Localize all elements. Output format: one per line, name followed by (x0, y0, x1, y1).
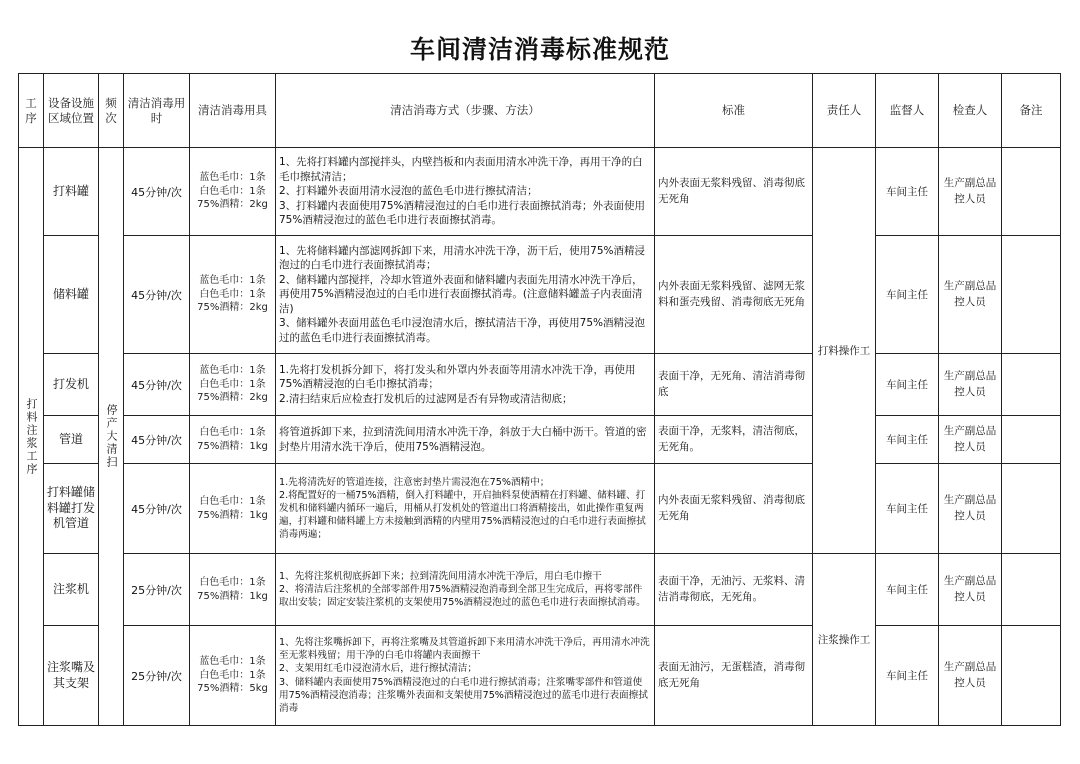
responsible-cell: 注浆操作工 (813, 554, 876, 726)
inspector-cell: 生产副总品控人员 (939, 236, 1002, 354)
inspector-cell: 生产副总品控人员 (939, 554, 1002, 626)
method-step: 2.将配置好的一桶75%酒精，倒入打料罐中，开启抽料泵使酒精在打料罐、储料罐、打发机和储料罐内循环一遍后，用桶从打发机处的管道出口将酒精接出，如此操作重复两遍，打料罐和储料罐上方未接触到酒精的内壁用75%酒精浸泡过的白毛巾进行表面擦拭消毒两遍； (279, 489, 646, 541)
area-cell: 注浆嘴及其支架 (44, 626, 99, 726)
supervisor-cell: 车间主任 (876, 148, 939, 236)
area-cell: 打料罐 (44, 148, 99, 236)
method-step: 3、储料罐外表面用蓝色毛巾浸泡清水后，擦拭清洁干净，再使用75%酒精浸泡过的蓝色毛巾进行表面擦拭消毒。 (279, 317, 646, 344)
inspector-cell: 生产副总品控人员 (939, 416, 1002, 464)
frequency-cell (99, 148, 124, 726)
process-label: 打料注浆工序 (25, 397, 38, 476)
tools-cell (190, 464, 276, 554)
remark-cell (1002, 626, 1061, 726)
table-row (19, 416, 1061, 464)
tool-item: 75%酒精：5kg (197, 683, 268, 695)
supervisor-cell: 车间主任 (876, 554, 939, 626)
tool-item: 75%酒精：1kg (197, 590, 268, 602)
tool-item: 蓝色毛巾：1条 (199, 656, 266, 668)
tool-item: 白色毛巾：1条 (199, 288, 266, 300)
standard-cell: 表面干净，无死角、清洁消毒彻底 (655, 354, 813, 416)
standard-cell: 内外表面无浆料残留、消毒彻底无死角 (655, 148, 813, 236)
remark-cell (1002, 354, 1061, 416)
method-step: 1、先将注浆嘴拆卸下，再将注浆嘴及其管道拆卸下来用清水冲洗干净后，再用清水冲洗至无浆料残留；用干净的白毛巾将罐内表面擦干 (279, 637, 650, 662)
method-cell (276, 464, 655, 554)
standard-cell: 表面干净，无浆料，清洁彻底，无死角。 (655, 416, 813, 464)
remark-cell (1002, 148, 1061, 236)
tools-cell (190, 554, 276, 626)
standard-cell: 内外表面无浆料残留、滤网无浆料和蛋壳残留、消毒彻底无死角 (655, 236, 813, 354)
time-cell: 45分钟/次 (124, 236, 190, 354)
tool-item: 白色毛巾：1条 (199, 427, 266, 438)
tools-cell (190, 626, 276, 726)
area-cell: 打料罐储料罐打发机管道 (44, 464, 99, 554)
tool-item: 75%酒精：2kg (197, 302, 268, 314)
method-step: 1、先将打料罐内部搅拌头，内壁挡板和内表面用清水冲洗干净，再用干净的白毛巾擦拭清洁； (279, 156, 643, 183)
tool-item: 75%酒精：2kg (197, 199, 268, 211)
tool-item: 白色毛巾：1条 (199, 378, 266, 390)
frequency-label: 停产大清扫 (105, 404, 118, 469)
page-title: 车间清洁消毒标准规范 (409, 35, 670, 64)
header-process: 工序 (19, 74, 44, 148)
tool-item: 蓝色毛巾：1条 (199, 172, 266, 184)
process-cell (19, 148, 44, 726)
time-cell: 25分钟/次 (124, 626, 190, 726)
tool-item: 白色毛巾：1条 (199, 577, 266, 588)
standard-cell: 内外表面无浆料残留、消毒彻底无死角 (655, 464, 813, 554)
method-cell (276, 626, 655, 726)
responsible-cell: 打料操作工 (813, 148, 876, 554)
area-cell: 打发机 (44, 354, 99, 416)
tool-item: 白色毛巾：1条 (199, 669, 266, 681)
method-step: 2、将清洁后注浆机的全部零部件用75%酒精浸泡消毒到全部卫生完成后，再将零部件取出安装；固定安装注浆机的支架使用75%酒精浸泡过的蓝色毛巾进行表面擦拭消毒。 (279, 583, 646, 609)
time-cell: 45分钟/次 (124, 354, 190, 416)
method-step: 将管道拆卸下来，拉到清洗间用清水冲洗干净，斜放于大白桶中沥干。管道的密封垫片用清水洗干净后，使用75%酒精浸泡。 (279, 426, 647, 453)
supervisor-cell: 车间主任 (876, 626, 939, 726)
tool-item: 蓝色毛巾：1条 (199, 275, 266, 287)
table-row (19, 236, 1061, 354)
tool-item: 75%酒精：1kg (197, 509, 268, 521)
header-supervisor: 监督人 (876, 74, 939, 148)
header-inspector: 检查人 (939, 74, 1002, 148)
tools-cell (190, 236, 276, 354)
area-cell: 储料罐 (44, 236, 99, 354)
remark-cell (1002, 554, 1061, 626)
time-cell: 45分钟/次 (124, 148, 190, 236)
tool-item: 75%酒精：1kg (197, 440, 268, 452)
standard-cell: 表面干净，无油污、无浆料、清洁消毒彻底，无死角。 (655, 554, 813, 626)
method-cell (276, 236, 655, 354)
table-row (19, 626, 1061, 726)
method-step: 2、支架用红毛巾浸泡清水后，进行擦拭清洁； (279, 663, 477, 675)
inspector-cell: 生产副总品控人员 (939, 626, 1002, 726)
supervisor-cell: 车间主任 (876, 464, 939, 554)
remark-cell (1002, 236, 1061, 354)
method-step: 1.先将打发机拆分卸下，将打发头和外罩内外表面等用清水冲洗干净，再使用75%酒精浸泡的白毛巾擦拭消毒； (279, 363, 636, 391)
method-step: 2、储料罐内部搅拌，冷却水管道外表面和储料罐内表面先用清水冲洗干净后，再使用75%酒精浸泡过的白毛巾进行表面擦拭消毒。(注意储料罐盖子内表面清洁) (279, 273, 643, 315)
method-cell (276, 354, 655, 416)
table-row (19, 354, 1061, 416)
tool-item: 白色毛巾：1条 (199, 185, 266, 197)
area-cell: 注浆机 (44, 554, 99, 626)
header-row (19, 74, 1061, 148)
header-area: 设备设施区域位置 (44, 74, 99, 148)
time-cell: 25分钟/次 (124, 554, 190, 626)
supervisor-cell: 车间主任 (876, 416, 939, 464)
remark-cell (1002, 464, 1061, 554)
time-cell: 45分钟/次 (124, 464, 190, 554)
method-step: 3、打料罐内表面使用75%酒精浸泡过的白毛巾进行表面擦拭消毒；外表面使用75%酒精浸泡过的蓝色毛巾进行表面擦拭消毒。 (279, 199, 646, 227)
standard-cell: 表面无油污，无蛋糕渣，消毒彻底无死角 (655, 626, 813, 726)
method-step: 1、先将注浆机彻底拆卸下来；拉到清洗间用清水冲洗干净后，用白毛巾擦干 (279, 570, 602, 582)
method-cell (276, 554, 655, 626)
table-row (19, 554, 1061, 626)
method-step: 1、先将储料罐内部滤网拆卸下来，用清水冲洗干净，沥干后，使用75%酒精浸泡过的白毛巾进行表面擦拭消毒； (279, 244, 646, 272)
supervisor-cell: 车间主任 (876, 354, 939, 416)
method-cell (276, 416, 655, 464)
tool-item: 蓝色毛巾：1条 (199, 365, 266, 377)
tools-cell (190, 148, 276, 236)
tool-item: 75%酒精：2kg (197, 392, 268, 404)
inspector-cell: 生产副总品控人员 (939, 464, 1002, 554)
method-step: 3、储料罐内表面使用75%酒精浸泡过的白毛巾进行擦拭消毒；注浆嘴零部件和管道使用75%酒精浸泡消毒；注浆嘴外表面和支架使用75%酒精浸泡过的蓝毛巾进行表面擦拭消毒 (279, 676, 648, 714)
table-row (19, 148, 1061, 236)
method-step: 2、打料罐外表面用清水浸泡的蓝色毛巾进行擦拭清洁； (279, 185, 538, 198)
method-cell (276, 148, 655, 236)
remark-cell (1002, 416, 1061, 464)
header-method: 清洁消毒方式（步骤、方法） (276, 74, 655, 148)
time-cell: 45分钟/次 (124, 416, 190, 464)
tools-cell (190, 354, 276, 416)
header-frequency: 频次 (99, 74, 124, 148)
header-remark: 备注 (1002, 74, 1061, 148)
method-step: 1.先将清洗好的管道连接，注意密封垫片需浸泡在75%酒精中； (279, 476, 550, 488)
cleaning-standard-table (18, 73, 1061, 726)
tools-cell (190, 416, 276, 464)
header-time: 清洁消毒用时 (124, 74, 190, 148)
area-cell: 管道 (44, 416, 99, 464)
tool-item: 白色毛巾：1条 (199, 496, 266, 507)
header-standard: 标准 (655, 74, 813, 148)
supervisor-cell: 车间主任 (876, 236, 939, 354)
method-step: 2.清扫结束后应检查打发机后的过滤网是否有异物或清洁彻底； (279, 392, 573, 405)
inspector-cell: 生产副总品控人员 (939, 148, 1002, 236)
inspector-cell: 生产副总品控人员 (939, 354, 1002, 416)
table-row (19, 464, 1061, 554)
header-tools: 清洁消毒用具 (190, 74, 276, 148)
header-responsible: 责任人 (813, 74, 876, 148)
